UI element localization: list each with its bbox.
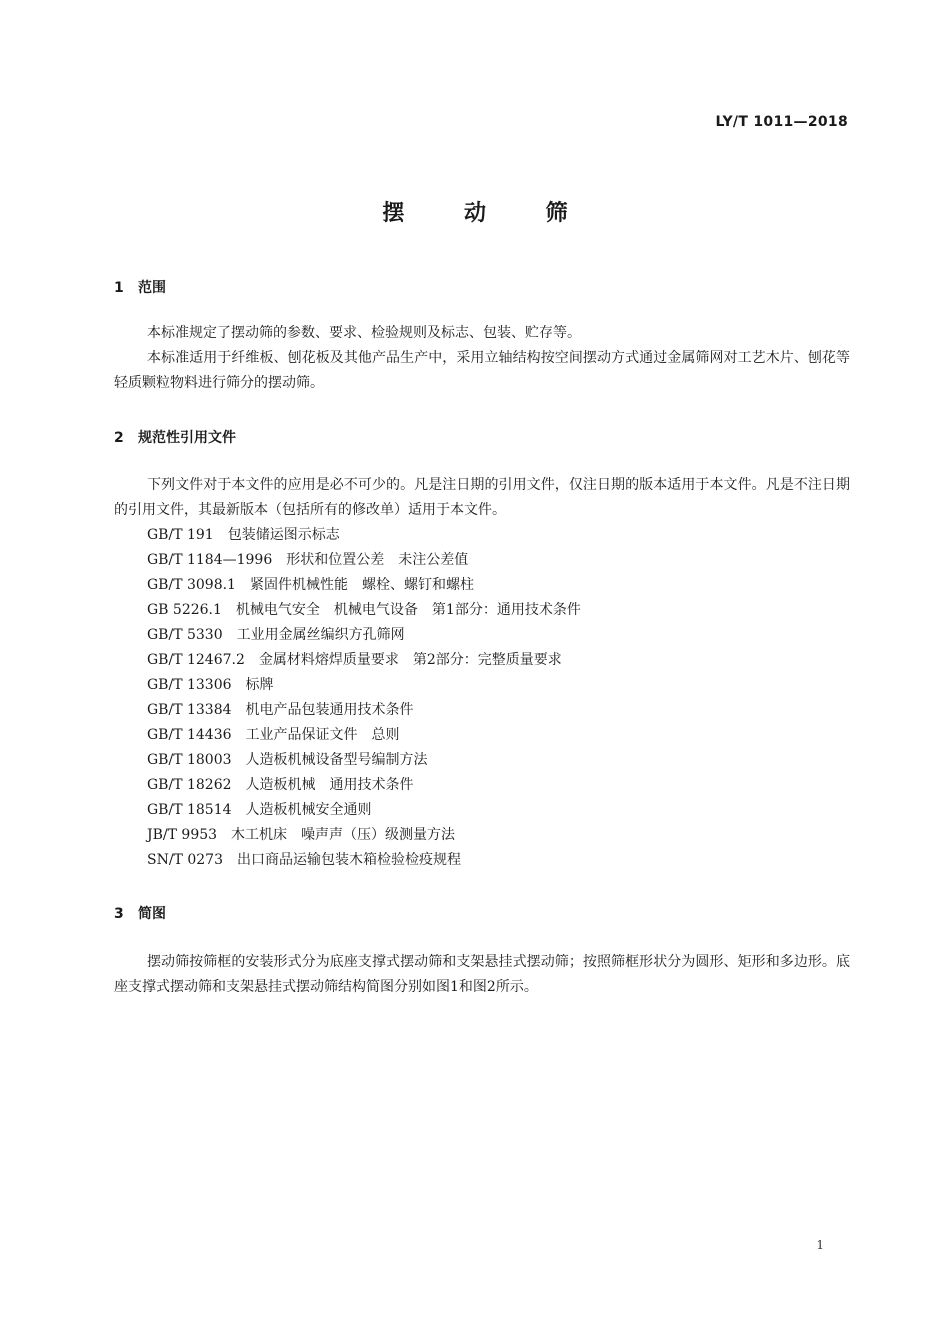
reference-list: [147, 523, 581, 873]
reference-item: [147, 523, 581, 548]
reference-item: [147, 648, 581, 673]
reference-title: 工业产品保证文件 总则: [245, 727, 400, 743]
reference-item: [147, 673, 581, 698]
reference-item: [147, 573, 581, 598]
reference-title: 形状和位置公差 未注公差值: [286, 552, 469, 568]
reference-code: GB/T 191: [147, 527, 214, 543]
reference-code: GB/T 18262: [147, 777, 232, 793]
standard-number: LY/T 1011—2018: [715, 114, 848, 130]
document-title: 摆 动 筛: [382, 201, 594, 226]
section-title: 简图: [138, 906, 166, 922]
section-heading-normative-references: [114, 427, 236, 447]
reference-title: 机电产品包装通用技术条件: [245, 702, 414, 718]
reference-title: 机械电气安全 机械电气设备 第1部分：通用技术条件: [235, 602, 581, 618]
paragraph: 本标准规定了摆动筛的参数、要求、检验规则及标志、包装、贮存等。: [147, 325, 581, 341]
reference-title: 标牌: [245, 677, 274, 693]
section-title: 范围: [138, 280, 166, 296]
section-title: 规范性引用文件: [138, 430, 236, 446]
reference-item: [147, 723, 581, 748]
reference-title: 紧固件机械性能 螺栓、螺钉和螺柱: [249, 577, 474, 593]
reference-title: 出口商品运输包装木箱检验检疫规程: [236, 852, 461, 868]
page-number: 1: [816, 1238, 824, 1252]
paragraph: 下列文件对于本文件的应用是必不可少的。凡是注日期的引用文件，仅注日期的版本适用于本文件。凡是不注日期的引用文件，其最新版本（包括所有的修改单）适用于本文件。: [114, 477, 850, 518]
reference-code: JB/T 9953: [147, 827, 218, 843]
reference-item: [147, 698, 581, 723]
reference-title: 工业用金属丝编织方孔筛网: [236, 627, 405, 643]
reference-code: GB/T 18003: [147, 752, 232, 768]
reference-code: SN/T 0273: [147, 852, 223, 868]
reference-item: [147, 548, 581, 573]
reference-code: GB/T 5330: [147, 627, 223, 643]
reference-code: GB 5226.1: [147, 602, 222, 618]
paragraph: 本标准适用于纤维板、刨花板及其他产品生产中，采用立轴结构按空间摆动方式通过金属筛网对工艺木片、刨花等轻质颗粒物料进行筛分的摆动筛。: [114, 350, 850, 391]
reference-item: [147, 748, 581, 773]
reference-item: [147, 848, 581, 873]
reference-title: 人造板机械安全通则: [245, 802, 372, 818]
section-number: 2: [114, 430, 124, 446]
reference-item: [147, 623, 581, 648]
reference-code: GB/T 18514: [147, 802, 232, 818]
reference-code: GB/T 13306: [147, 677, 232, 693]
reference-title: 包装储运图示标志: [227, 527, 340, 543]
reference-item: [147, 823, 581, 848]
reference-code: GB/T 14436: [147, 727, 232, 743]
reference-item: [147, 773, 581, 798]
reference-code: GB/T 3098.1: [147, 577, 236, 593]
section-heading-diagram: [114, 903, 166, 923]
section-number: 1: [114, 280, 124, 296]
reference-item: [147, 598, 581, 623]
reference-code: GB/T 13384: [147, 702, 232, 718]
reference-title: 人造板机械设备型号编制方法: [245, 752, 428, 768]
reference-code: GB/T 12467.2: [147, 652, 245, 668]
section-heading-scope: [114, 277, 166, 297]
paragraph: 摆动筛按筛框的安装形式分为底座支撑式摆动筛和支架悬挂式摆动筛；按照筛框形状分为圆形、矩形和多边形。底座支撑式摆动筛和支架悬挂式摆动筛结构简图分别如图1和图2所示。: [114, 954, 850, 995]
reference-title: 金属材料熔焊质量要求 第2部分：完整质量要求: [258, 652, 562, 668]
reference-title: 人造板机械 通用技术条件: [245, 777, 414, 793]
section-number: 3: [114, 906, 124, 922]
reference-item: [147, 798, 581, 823]
reference-code: GB/T 1184—1996: [147, 552, 273, 568]
reference-title: 木工机床 噪声声（压）级测量方法: [231, 827, 456, 843]
